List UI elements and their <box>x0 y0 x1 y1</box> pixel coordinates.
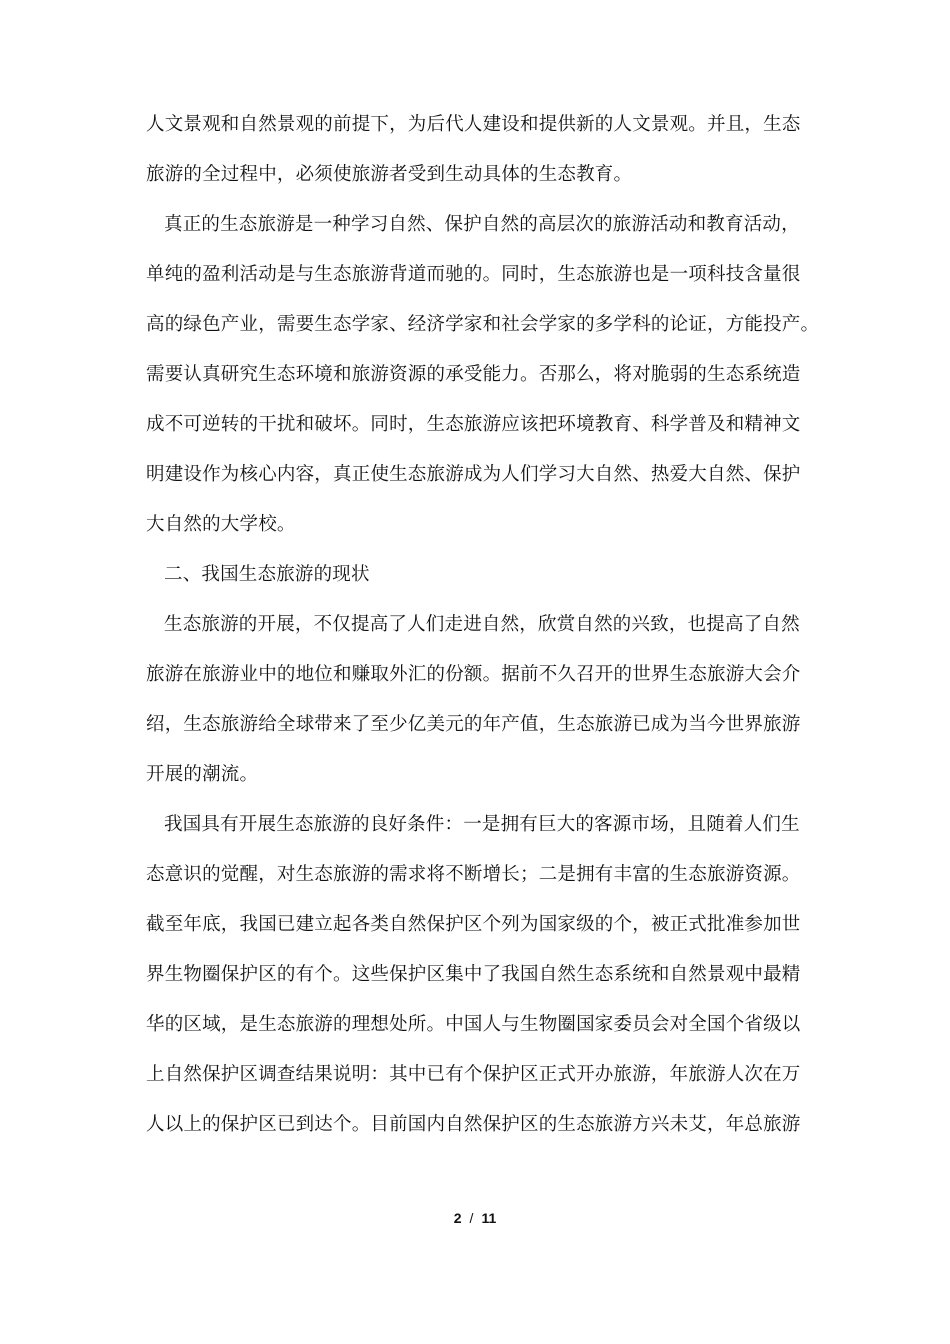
total-pages-number: 11 <box>481 1210 497 1226</box>
section-heading: 二、我国生态旅游的现状 <box>164 564 370 585</box>
text-line: 绍，生态旅游给全球带来了至少亿美元的年产值，生态旅游已成为当今世界旅游 <box>146 714 801 735</box>
text-line: 单纯的盈利活动是与生态旅游背道而驰的。同时，生态旅游也是一项科技含量很 <box>146 264 801 285</box>
text-line: 态意识的觉醒，对生态旅游的需求将不断增长；二是拥有丰富的生态旅游资源。 <box>146 864 801 885</box>
text-line: 成不可逆转的干扰和破坏。同时，生态旅游应该把环境教育、科学普及和精神文 <box>146 414 801 435</box>
paragraph-start-line: 真正的生态旅游是一种学习自然、保护自然的高层次的旅游活动和教育活动， <box>164 214 800 235</box>
paragraph-start-line: 我国具有开展生态旅游的良好条件：一是拥有巨大的客源市场，且随着人们生 <box>164 814 800 835</box>
text-line: 截至年底，我国已建立起各类自然保护区个列为国家级的个，被正式批准参加世 <box>146 914 801 935</box>
text-line: 旅游在旅游业中的地位和赚取外汇的份额。据前不久召开的世界生态旅游大会介 <box>146 664 801 685</box>
text-line: 华的区域，是生态旅游的理想处所。中国人与生物圈国家委员会对全国个省级以 <box>146 1014 801 1035</box>
text-line: 高的绿色产业，需要生态学家、经济学家和社会学家的多学科的论证，方能投产。 <box>146 314 820 335</box>
text-line: 上自然保护区调查结果说明：其中已有个保护区正式开办旅游，年旅游人次在万 <box>146 1064 801 1085</box>
current-page-number: 2 <box>453 1210 462 1226</box>
page-separator: / <box>469 1210 474 1226</box>
text-line: 需要认真研究生态环境和旅游资源的承受能力。否那么，将对脆弱的生态系统造 <box>146 364 801 385</box>
page-number-footer <box>0 1210 950 1226</box>
text-line: 大自然的大学校。 <box>146 514 296 535</box>
text-line: 开展的潮流。 <box>146 764 259 785</box>
text-line: 旅游的全过程中，必须使旅游者受到生动具体的生态教育。 <box>146 164 633 185</box>
text-line: 明建设作为核心内容，真正使生态旅游成为人们学习大自然、热爱大自然、保护 <box>146 464 801 485</box>
text-line: 人以上的保护区已到达个。目前国内自然保护区的生态旅游方兴未艾，年总旅游 <box>146 1114 801 1135</box>
paragraph-start-line: 生态旅游的开展，不仅提高了人们走进自然，欣赏自然的兴致，也提高了自然 <box>164 614 800 635</box>
text-line: 人文景观和自然景观的前提下，为后代人建设和提供新的人文景观。并且，生态 <box>146 114 801 135</box>
body-text <box>146 100 820 1150</box>
text-line: 界生物圈保护区的有个。这些保护区集中了我国自然生态系统和自然景观中最精 <box>146 964 801 985</box>
